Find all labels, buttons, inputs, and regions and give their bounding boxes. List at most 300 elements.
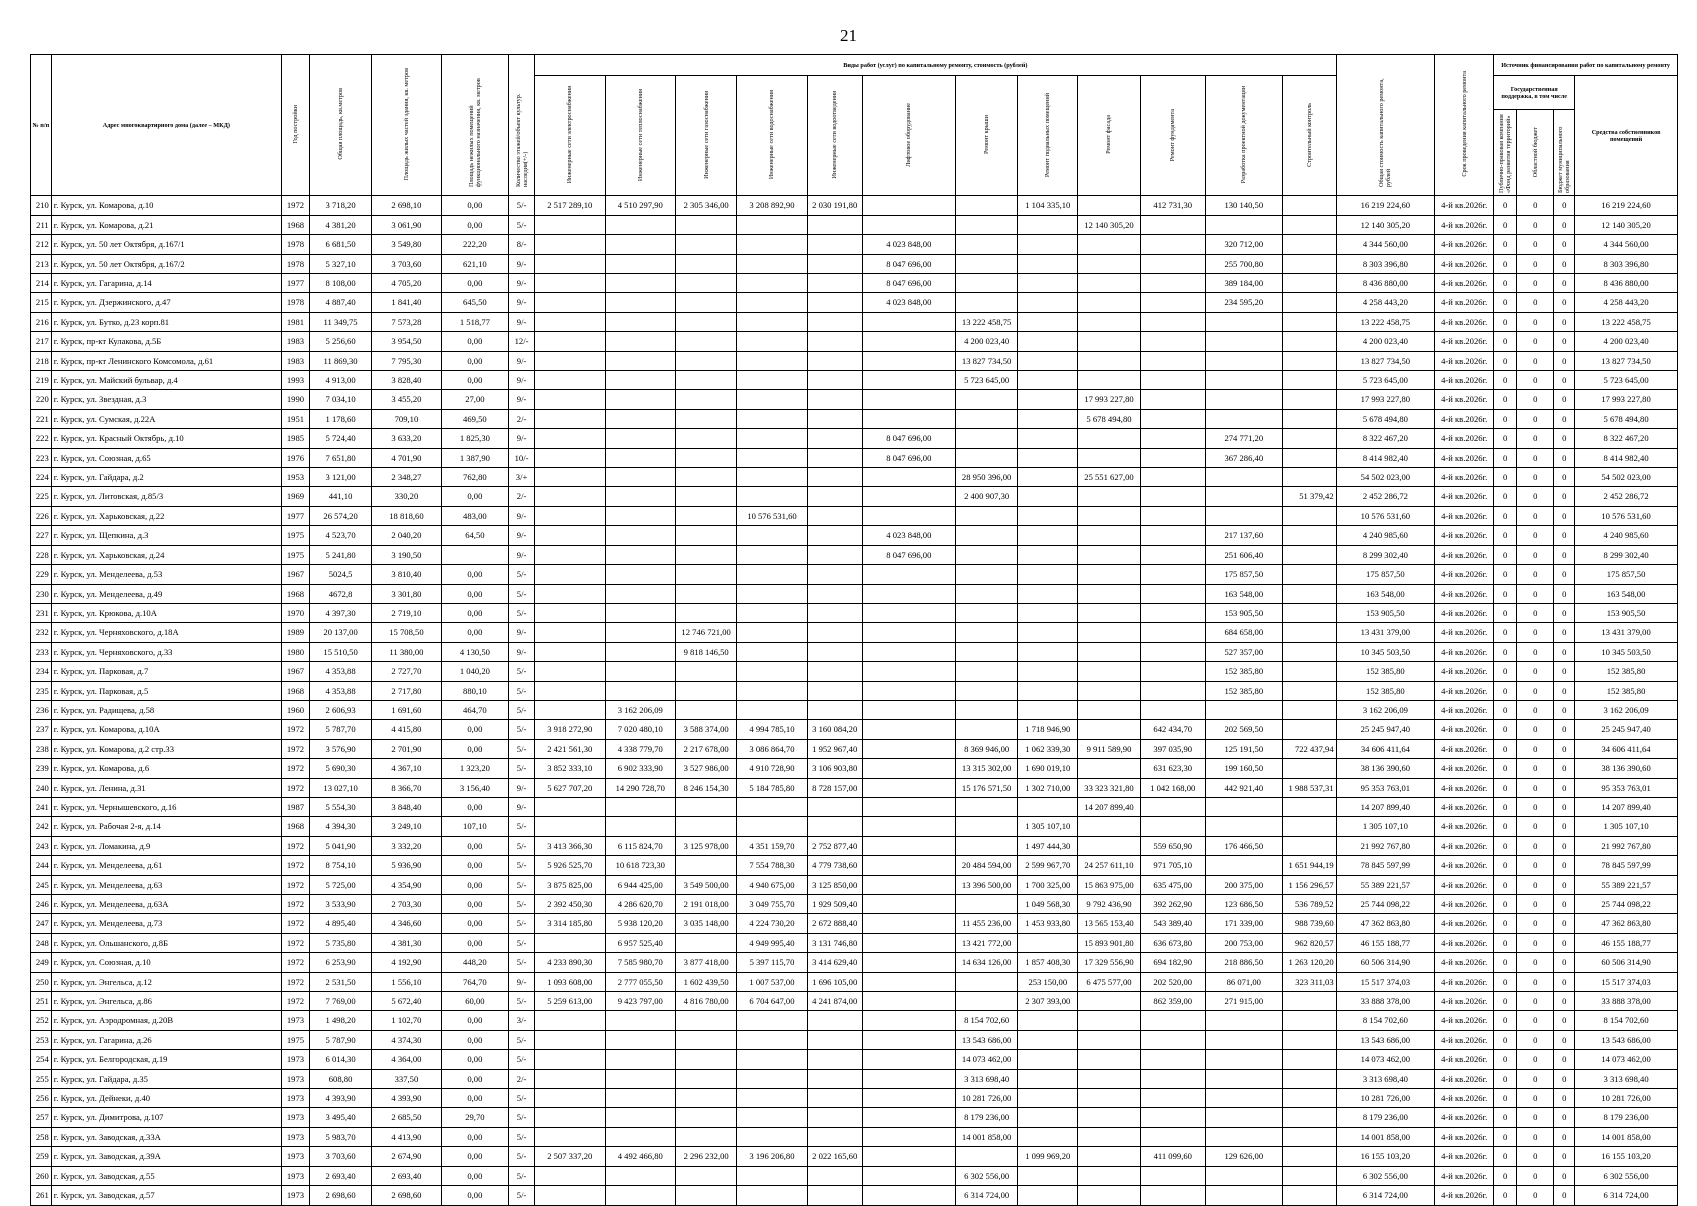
cell-floors: 5/- bbox=[509, 1050, 535, 1069]
cell-f2: 0 bbox=[1517, 487, 1554, 506]
cell-fac bbox=[1078, 274, 1140, 293]
cell-living: 4 367,10 bbox=[372, 759, 441, 778]
cell-f2: 0 bbox=[1517, 584, 1554, 603]
cell-f1: 0 bbox=[1494, 856, 1517, 875]
cell-f3: 0 bbox=[1554, 778, 1575, 797]
cell-found bbox=[1140, 584, 1205, 603]
cell-proj: 125 191,50 bbox=[1205, 739, 1282, 758]
cell-el: 3 918 272,90 bbox=[535, 720, 606, 739]
cell-fac: 15 863 975,00 bbox=[1078, 875, 1140, 894]
cell-ctrl bbox=[1282, 603, 1336, 622]
cell-own: 8 322 467,20 bbox=[1575, 429, 1678, 448]
cell-el bbox=[535, 565, 606, 584]
cell-addr: г. Курск, ул. Дзержинского, д.47 bbox=[51, 293, 281, 312]
cell-found bbox=[1140, 1069, 1205, 1088]
cell-fac bbox=[1078, 681, 1140, 700]
cell-fac bbox=[1078, 720, 1140, 739]
cell-f3: 0 bbox=[1554, 1089, 1575, 1108]
cell-living: 7 573,28 bbox=[372, 312, 441, 331]
cell-lift bbox=[862, 1069, 955, 1088]
table-row bbox=[31, 235, 1678, 254]
cell-sum: 21 992 767,80 bbox=[1336, 836, 1435, 855]
cell-fac bbox=[1078, 642, 1140, 661]
cell-gas bbox=[676, 1050, 737, 1069]
cell-term: 4-й кв.2026г. bbox=[1435, 992, 1494, 1011]
cell-own: 47 362 863,80 bbox=[1575, 914, 1678, 933]
cell-own: 16 155 103,20 bbox=[1575, 1147, 1678, 1166]
cell-found: 1 042 168,00 bbox=[1140, 778, 1205, 797]
cell-own: 8 299 302,40 bbox=[1575, 545, 1678, 564]
cell-fac: 13 565 153,40 bbox=[1078, 914, 1140, 933]
cell-f3: 0 bbox=[1554, 409, 1575, 428]
cell-n: 227 bbox=[31, 526, 52, 545]
cell-proj: 175 857,50 bbox=[1205, 565, 1282, 584]
cell-total: 3 576,90 bbox=[309, 739, 371, 758]
cell-base bbox=[1018, 351, 1078, 370]
cell-fac: 24 257 611,10 bbox=[1078, 856, 1140, 875]
cell-f2: 0 bbox=[1517, 700, 1554, 719]
cell-heat bbox=[605, 254, 676, 273]
cell-found: 397 035,90 bbox=[1140, 739, 1205, 758]
cell-f1: 0 bbox=[1494, 953, 1517, 972]
cell-term: 4-й кв.2026г. bbox=[1435, 1089, 1494, 1108]
cell-el bbox=[535, 662, 606, 681]
cell-f2: 0 bbox=[1517, 778, 1554, 797]
cell-own: 13 431 379,00 bbox=[1575, 623, 1678, 642]
header-roof: Ремонт крыши bbox=[956, 76, 1018, 196]
cell-base bbox=[1018, 235, 1078, 254]
cell-gas bbox=[676, 351, 737, 370]
cell-addr: г. Курск, ул. Комарова, д.10А bbox=[51, 720, 281, 739]
cell-nonres: 0,00 bbox=[441, 914, 508, 933]
cell-f3: 0 bbox=[1554, 836, 1575, 855]
cell-roof: 8 154 702,60 bbox=[956, 1011, 1018, 1030]
cell-base: 1 104 335,10 bbox=[1018, 196, 1078, 215]
header-state-support: Государственная поддержка, в том числе bbox=[1494, 76, 1575, 110]
cell-sw bbox=[807, 797, 862, 816]
cell-living: 15 708,50 bbox=[372, 623, 441, 642]
cell-addr: г. Курск, ул. Заводская, д.57 bbox=[51, 1186, 281, 1205]
cell-living: 709,10 bbox=[372, 409, 441, 428]
cell-sw bbox=[807, 584, 862, 603]
table-row bbox=[31, 1166, 1678, 1185]
cell-gas bbox=[676, 429, 737, 448]
cell-n: 252 bbox=[31, 1011, 52, 1030]
cell-gas bbox=[676, 603, 737, 622]
cell-living: 2 348,27 bbox=[372, 468, 441, 487]
cell-floors: 5/- bbox=[509, 1089, 535, 1108]
cell-living: 4 374,30 bbox=[372, 1030, 441, 1049]
cell-term: 4-й кв.2026г. bbox=[1435, 933, 1494, 952]
table-row bbox=[31, 565, 1678, 584]
cell-n: 251 bbox=[31, 992, 52, 1011]
cell-lift bbox=[862, 1127, 955, 1146]
cell-total: 5 787,70 bbox=[309, 720, 371, 739]
cell-fac bbox=[1078, 196, 1140, 215]
cell-addr: г. Курск, ул. Чернышевского, д.16 bbox=[51, 797, 281, 816]
cell-proj bbox=[1205, 1030, 1282, 1049]
cell-term: 4-й кв.2026г. bbox=[1435, 603, 1494, 622]
cell-base bbox=[1018, 681, 1078, 700]
cell-f1: 0 bbox=[1494, 914, 1517, 933]
cell-fac bbox=[1078, 1030, 1140, 1049]
cell-el bbox=[535, 235, 606, 254]
cell-roof: 20 484 594,00 bbox=[956, 856, 1018, 875]
cell-lift bbox=[862, 662, 955, 681]
cell-total: 4 887,40 bbox=[309, 293, 371, 312]
cell-term: 4-й кв.2026г. bbox=[1435, 235, 1494, 254]
cell-fac: 12 140 305,20 bbox=[1078, 215, 1140, 234]
cell-found bbox=[1140, 351, 1205, 370]
cell-f3: 0 bbox=[1554, 875, 1575, 894]
cell-total: 1 178,60 bbox=[309, 409, 371, 428]
cell-proj: 367 286,40 bbox=[1205, 448, 1282, 467]
cell-el bbox=[535, 487, 606, 506]
cell-lift bbox=[862, 1108, 955, 1127]
cell-sum: 3 162 206,09 bbox=[1336, 700, 1435, 719]
header-funding-group: Источник финансирования работ по капитальному ремонту bbox=[1494, 55, 1678, 76]
cell-sum: 25 744 098,22 bbox=[1336, 895, 1435, 914]
cell-own: 4 344 560,00 bbox=[1575, 235, 1678, 254]
cell-ctrl bbox=[1282, 545, 1336, 564]
cell-ctrl bbox=[1282, 235, 1336, 254]
cell-floors: 5/- bbox=[509, 1166, 535, 1185]
cell-base bbox=[1018, 1166, 1078, 1185]
cell-sum: 10 281 726,00 bbox=[1336, 1089, 1435, 1108]
cell-proj bbox=[1205, 1069, 1282, 1088]
cell-gas: 3 877 418,00 bbox=[676, 953, 737, 972]
cell-total: 4 523,70 bbox=[309, 526, 371, 545]
cell-total: 6 681,50 bbox=[309, 235, 371, 254]
cell-nonres: 107,10 bbox=[441, 817, 508, 836]
cell-own: 152 385,80 bbox=[1575, 662, 1678, 681]
cell-sw bbox=[807, 1186, 862, 1205]
table-row bbox=[31, 700, 1678, 719]
cell-addr: г. Курск, ул. Черняховского, д.18А bbox=[51, 623, 281, 642]
cell-sw: 3 106 903,80 bbox=[807, 759, 862, 778]
cell-ctrl bbox=[1282, 759, 1336, 778]
cell-lift bbox=[862, 1030, 955, 1049]
cell-nonres: 1 825,30 bbox=[441, 429, 508, 448]
cell-f1: 0 bbox=[1494, 390, 1517, 409]
cell-own: 1 305 107,10 bbox=[1575, 817, 1678, 836]
cell-f3: 0 bbox=[1554, 759, 1575, 778]
cell-own: 13 222 458,75 bbox=[1575, 312, 1678, 331]
cell-heat: 4 510 297,90 bbox=[605, 196, 676, 215]
cell-el bbox=[535, 1108, 606, 1127]
cell-roof bbox=[956, 390, 1018, 409]
table-row bbox=[31, 642, 1678, 661]
cell-addr: г. Курск, ул. Ленина, д.31 bbox=[51, 778, 281, 797]
cell-f2: 0 bbox=[1517, 1166, 1554, 1185]
cell-found: 636 673,80 bbox=[1140, 933, 1205, 952]
cell-total: 5 735,80 bbox=[309, 933, 371, 952]
cell-sum: 3 313 698,40 bbox=[1336, 1069, 1435, 1088]
cell-ctrl bbox=[1282, 1050, 1336, 1069]
cell-term: 4-й кв.2026г. bbox=[1435, 739, 1494, 758]
header-regional-budget: Областной бюджет bbox=[1517, 110, 1554, 196]
cell-f2: 0 bbox=[1517, 972, 1554, 991]
cell-nonres: 0,00 bbox=[441, 215, 508, 234]
cell-cw bbox=[737, 1011, 808, 1030]
cell-year: 1968 bbox=[281, 817, 309, 836]
cell-year: 1983 bbox=[281, 351, 309, 370]
cell-el bbox=[535, 312, 606, 331]
cell-roof: 4 200 023,40 bbox=[956, 332, 1018, 351]
cell-own: 5 723 645,00 bbox=[1575, 371, 1678, 390]
cell-gas bbox=[676, 933, 737, 952]
cell-sum: 5 678 494,80 bbox=[1336, 409, 1435, 428]
table-row bbox=[31, 933, 1678, 952]
cell-nonres: 0,00 bbox=[441, 196, 508, 215]
cell-f3: 0 bbox=[1554, 720, 1575, 739]
cell-term: 4-й кв.2026г. bbox=[1435, 448, 1494, 467]
cell-roof: 6 302 556,00 bbox=[956, 1166, 1018, 1185]
cell-living: 2 040,20 bbox=[372, 526, 441, 545]
header-total-cost: Общая стоимость капитального ремонта, рублей bbox=[1336, 55, 1435, 196]
table-row bbox=[31, 681, 1678, 700]
cell-ctrl: 51 379,42 bbox=[1282, 487, 1336, 506]
cell-roof bbox=[956, 662, 1018, 681]
cell-found bbox=[1140, 662, 1205, 681]
cell-own: 6 314 724,00 bbox=[1575, 1186, 1678, 1205]
cell-base: 1 062 339,30 bbox=[1018, 739, 1078, 758]
cell-ctrl bbox=[1282, 274, 1336, 293]
cell-own: 8 436 880,00 bbox=[1575, 274, 1678, 293]
cell-nonres: 0,00 bbox=[441, 1186, 508, 1205]
cell-nonres bbox=[441, 545, 508, 564]
cell-term: 4-й кв.2026г. bbox=[1435, 1108, 1494, 1127]
cell-sw bbox=[807, 274, 862, 293]
cell-addr: г. Курск, ул. Димитрова, д.107 bbox=[51, 1108, 281, 1127]
cell-ctrl bbox=[1282, 429, 1336, 448]
table-row bbox=[31, 526, 1678, 545]
cell-cw: 4 949 995,40 bbox=[737, 933, 808, 952]
cell-living: 3 633,20 bbox=[372, 429, 441, 448]
cell-roof: 13 315 302,00 bbox=[956, 759, 1018, 778]
cell-f2: 0 bbox=[1517, 623, 1554, 642]
cell-living: 7 795,30 bbox=[372, 351, 441, 370]
cell-gas bbox=[676, 312, 737, 331]
cell-el bbox=[535, 603, 606, 622]
header-foundation: Ремонт фундамента bbox=[1140, 76, 1205, 196]
cell-found bbox=[1140, 332, 1205, 351]
cell-floors: 5/- bbox=[509, 875, 535, 894]
table-row bbox=[31, 332, 1678, 351]
cell-lift bbox=[862, 603, 955, 622]
cell-gas: 3 035 148,00 bbox=[676, 914, 737, 933]
cell-f1: 0 bbox=[1494, 526, 1517, 545]
cell-own: 25 245 947,40 bbox=[1575, 720, 1678, 739]
cell-found bbox=[1140, 235, 1205, 254]
header-works-group: Виды работ (услуг) по капитальному ремонту, стоимость (рублей) bbox=[535, 55, 1337, 76]
cell-el bbox=[535, 1089, 606, 1108]
cell-n: 225 bbox=[31, 487, 52, 506]
cell-roof: 11 455 236,00 bbox=[956, 914, 1018, 933]
cell-el: 5 627 707,20 bbox=[535, 778, 606, 797]
cell-year: 1987 bbox=[281, 797, 309, 816]
cell-roof bbox=[956, 448, 1018, 467]
cell-heat bbox=[605, 487, 676, 506]
cell-gas: 4 816 780,00 bbox=[676, 992, 737, 1011]
cell-own: 10 576 531,60 bbox=[1575, 506, 1678, 525]
cell-floors: 5/- bbox=[509, 739, 535, 758]
cell-roof: 13 827 734,50 bbox=[956, 351, 1018, 370]
cell-proj bbox=[1205, 1166, 1282, 1185]
cell-year: 1972 bbox=[281, 895, 309, 914]
cell-lift bbox=[862, 992, 955, 1011]
cell-ctrl bbox=[1282, 565, 1336, 584]
cell-cw bbox=[737, 1127, 808, 1146]
cell-found bbox=[1140, 429, 1205, 448]
cell-n: 228 bbox=[31, 545, 52, 564]
table-row bbox=[31, 1127, 1678, 1146]
cell-term: 4-й кв.2026г. bbox=[1435, 720, 1494, 739]
cell-f1: 0 bbox=[1494, 332, 1517, 351]
cell-lift: 8 047 696,00 bbox=[862, 545, 955, 564]
cell-proj bbox=[1205, 487, 1282, 506]
cell-term: 4-й кв.2026г. bbox=[1435, 895, 1494, 914]
cell-proj: 251 606,40 bbox=[1205, 545, 1282, 564]
cell-sum: 4 240 985,60 bbox=[1336, 526, 1435, 545]
cell-fac bbox=[1078, 759, 1140, 778]
cell-nonres: 0,00 bbox=[441, 895, 508, 914]
cell-n: 261 bbox=[31, 1186, 52, 1205]
cell-living: 3 954,50 bbox=[372, 332, 441, 351]
cell-proj bbox=[1205, 700, 1282, 719]
cell-found: 559 650,90 bbox=[1140, 836, 1205, 855]
cell-el: 3 314 185,80 bbox=[535, 914, 606, 933]
cell-cw bbox=[737, 1089, 808, 1108]
cell-fac bbox=[1078, 545, 1140, 564]
cell-base bbox=[1018, 487, 1078, 506]
cell-proj bbox=[1205, 1089, 1282, 1108]
cell-f3: 0 bbox=[1554, 817, 1575, 836]
cell-cw bbox=[737, 332, 808, 351]
cell-sum: 10 345 503,50 bbox=[1336, 642, 1435, 661]
cell-addr: г. Курск, ул. Дейнеки, д.40 bbox=[51, 1089, 281, 1108]
cell-base bbox=[1018, 1186, 1078, 1205]
cell-ctrl bbox=[1282, 1011, 1336, 1030]
cell-cw: 3 086 864,70 bbox=[737, 739, 808, 758]
header-electric: Инженерные сети электроснабжения bbox=[535, 76, 606, 196]
cell-sum: 13 222 458,75 bbox=[1336, 312, 1435, 331]
cell-n: 239 bbox=[31, 759, 52, 778]
table-row bbox=[31, 720, 1678, 739]
cell-living: 3 301,80 bbox=[372, 584, 441, 603]
cell-base bbox=[1018, 332, 1078, 351]
cell-year: 1972 bbox=[281, 953, 309, 972]
cell-f3: 0 bbox=[1554, 1186, 1575, 1205]
cell-f1: 0 bbox=[1494, 312, 1517, 331]
cell-living: 2 727,70 bbox=[372, 662, 441, 681]
cell-f3: 0 bbox=[1554, 584, 1575, 603]
cell-total: 5 690,30 bbox=[309, 759, 371, 778]
cell-f1: 0 bbox=[1494, 759, 1517, 778]
cell-addr: г. Курск, ул. Гагарина, д.26 bbox=[51, 1030, 281, 1049]
cell-nonres: 60,00 bbox=[441, 992, 508, 1011]
cell-f1: 0 bbox=[1494, 351, 1517, 370]
cell-heat bbox=[605, 797, 676, 816]
cell-total: 4 393,90 bbox=[309, 1089, 371, 1108]
cell-total: 5 256,60 bbox=[309, 332, 371, 351]
cell-el: 2 421 561,30 bbox=[535, 739, 606, 758]
cell-fac: 15 893 901,80 bbox=[1078, 933, 1140, 952]
cell-f3: 0 bbox=[1554, 429, 1575, 448]
cell-nonres: 0,00 bbox=[441, 623, 508, 642]
cell-f2: 0 bbox=[1517, 409, 1554, 428]
cell-lift bbox=[862, 351, 955, 370]
cell-lift bbox=[862, 196, 955, 215]
cell-n: 246 bbox=[31, 895, 52, 914]
cell-own: 14 001 858,00 bbox=[1575, 1127, 1678, 1146]
cell-base bbox=[1018, 293, 1078, 312]
cell-f1: 0 bbox=[1494, 1050, 1517, 1069]
cell-proj: 202 569,50 bbox=[1205, 720, 1282, 739]
cell-year: 1973 bbox=[281, 1127, 309, 1146]
cell-found: 412 731,30 bbox=[1140, 196, 1205, 215]
cell-f2: 0 bbox=[1517, 565, 1554, 584]
cell-base bbox=[1018, 1011, 1078, 1030]
cell-year: 1977 bbox=[281, 506, 309, 525]
cell-cw bbox=[737, 1166, 808, 1185]
cell-lift: 8 047 696,00 bbox=[862, 254, 955, 273]
cell-total: 4672,8 bbox=[309, 584, 371, 603]
cell-year: 1973 bbox=[281, 1186, 309, 1205]
cell-f1: 0 bbox=[1494, 603, 1517, 622]
cell-base: 253 150,00 bbox=[1018, 972, 1078, 991]
cell-base bbox=[1018, 1089, 1078, 1108]
cell-base: 1 497 444,30 bbox=[1018, 836, 1078, 855]
cell-heat bbox=[605, 390, 676, 409]
cell-term: 4-й кв.2026г. bbox=[1435, 565, 1494, 584]
cell-f2: 0 bbox=[1517, 759, 1554, 778]
cell-heat: 4 338 779,70 bbox=[605, 739, 676, 758]
cell-own: 5 678 494,80 bbox=[1575, 409, 1678, 428]
cell-floors: 5/- bbox=[509, 662, 535, 681]
cell-year: 1980 bbox=[281, 642, 309, 661]
cell-nonres: 0,00 bbox=[441, 351, 508, 370]
cell-gas: 2 217 678,00 bbox=[676, 739, 737, 758]
cell-f1: 0 bbox=[1494, 293, 1517, 312]
cell-total: 5 725,00 bbox=[309, 875, 371, 894]
table-row bbox=[31, 254, 1678, 273]
cell-cw bbox=[737, 351, 808, 370]
cell-term: 4-й кв.2026г. bbox=[1435, 1186, 1494, 1205]
cell-heat bbox=[605, 371, 676, 390]
cell-nonres: 0,00 bbox=[441, 836, 508, 855]
cell-f2: 0 bbox=[1517, 797, 1554, 816]
cell-term: 4-й кв.2026г. bbox=[1435, 429, 1494, 448]
cell-living: 3 061,90 bbox=[372, 215, 441, 234]
cell-proj: 684 658,00 bbox=[1205, 623, 1282, 642]
cell-year: 1973 bbox=[281, 1069, 309, 1088]
cell-own: 10 281 726,00 bbox=[1575, 1089, 1678, 1108]
cell-base: 1 302 710,00 bbox=[1018, 778, 1078, 797]
cell-ctrl: 988 739,60 bbox=[1282, 914, 1336, 933]
cell-f1: 0 bbox=[1494, 487, 1517, 506]
cell-nonres: 0,00 bbox=[441, 487, 508, 506]
table-row bbox=[31, 972, 1678, 991]
cell-sw: 3 131 746,80 bbox=[807, 933, 862, 952]
cell-ctrl bbox=[1282, 468, 1336, 487]
cell-proj: 130 140,50 bbox=[1205, 196, 1282, 215]
cell-fac bbox=[1078, 371, 1140, 390]
cell-sw bbox=[807, 448, 862, 467]
table-row bbox=[31, 1011, 1678, 1030]
cell-floors: 9/- bbox=[509, 545, 535, 564]
cell-living: 3 828,40 bbox=[372, 371, 441, 390]
